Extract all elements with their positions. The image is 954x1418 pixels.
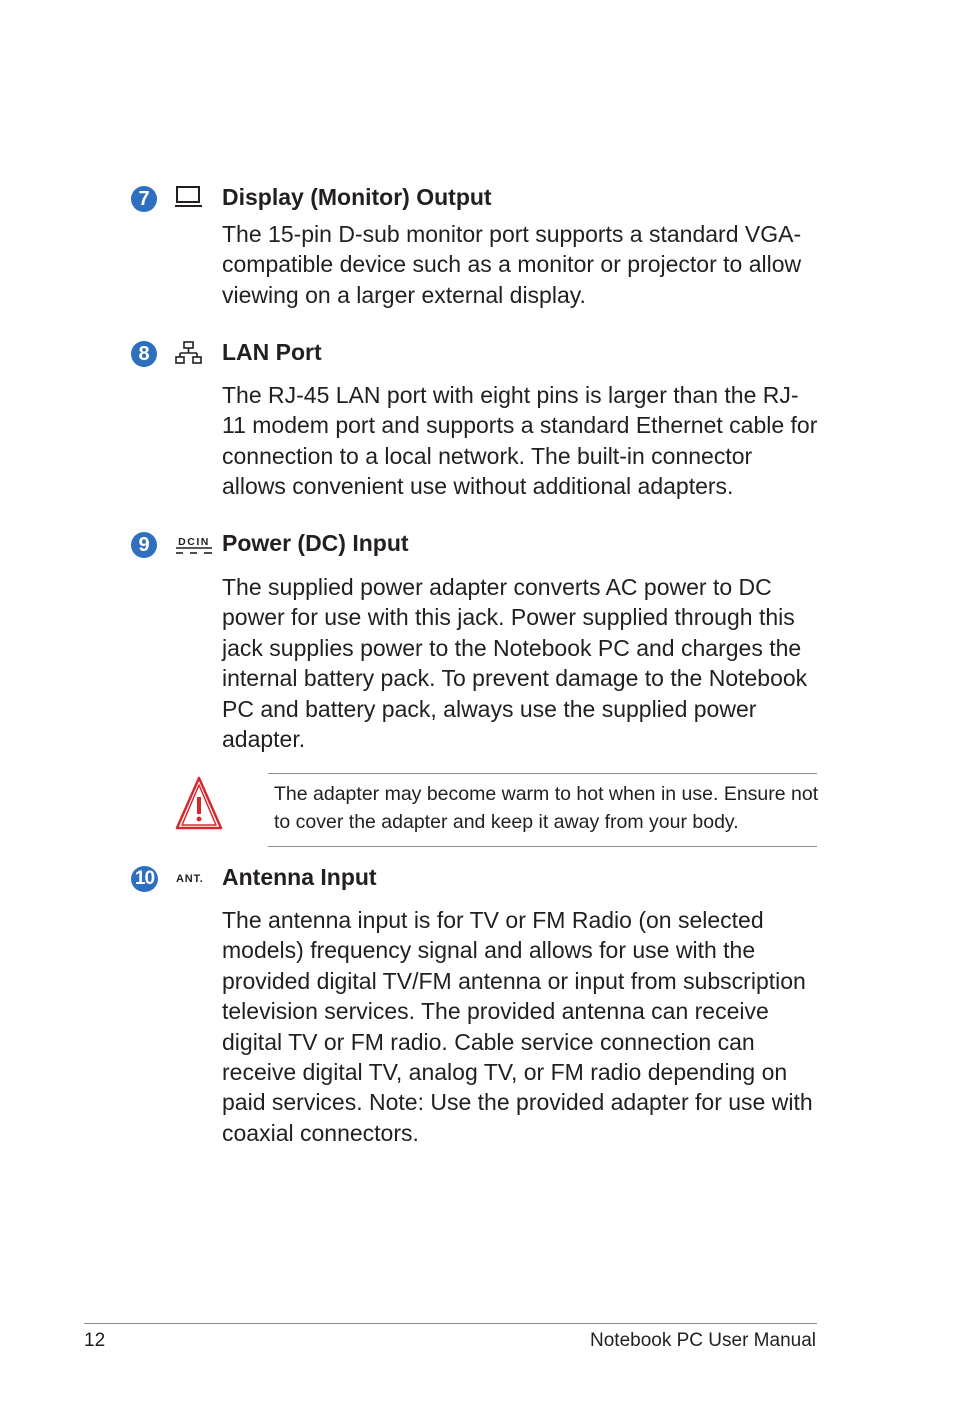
antenna-icon (174, 870, 208, 891)
section-number-badge: 10 (131, 866, 158, 892)
antenna-label: ANT. (176, 873, 204, 885)
section-title: Display (Monitor) Output (222, 184, 492, 210)
section-body: The 15-pin D-sub monitor port supports a standard VGA-compatible device such as a monitor or projector to allow viewing on a larger external display. (222, 221, 802, 308)
section-number-badge: 7 (131, 186, 157, 212)
warning-note-text: The adapter may become warm to hot when in use. Ensure not to cover the adapter and keep it away from your body. (274, 783, 819, 833)
lan-network-icon (174, 340, 204, 371)
section-number-badge: 8 (131, 341, 157, 367)
section-title: Power (DC) Input (222, 530, 409, 556)
footer-divider (84, 1323, 817, 1324)
section-number-badge: 9 (131, 532, 157, 558)
page-number: 12 (84, 1330, 106, 1351)
footer-manual-title: Notebook PC User Manual (590, 1330, 816, 1351)
section-title: Antenna Input (222, 864, 377, 890)
section-body: The antenna input is for TV or FM Radio (on selected models) frequency signal and allows for use with the provided digital TV/FM antenna or input from subscription television services. The provided antenna can receive digital TV or FM radio. Cable service connection can receive digital TV, analog TV, or FM radio depending on paid services. Note: Use the provided adapter for use with coaxial connectors. (222, 907, 813, 1146)
dc-in-icon (174, 535, 214, 562)
section-body: The RJ-45 LAN port with eight pins is larger than the RJ-11 modem port and supports a standard Ethernet cable for connection to a local network. The built-in connector allows convenient use without additional adapters. (222, 382, 818, 500)
dc-in-label: DCIN (178, 536, 210, 548)
warning-note-box (268, 773, 817, 847)
section-body: The supplied power adapter converts AC power to DC power for use with this jack. Power supplied through this jack supplies power to the Notebook PC and charges the internal battery pack. To prevent damage to the Notebook PC and battery pack, always use the supplied power adapter. (222, 574, 808, 753)
monitor-icon (174, 185, 204, 216)
section-title: LAN Port (222, 339, 322, 365)
warning-triangle-icon (174, 775, 224, 838)
